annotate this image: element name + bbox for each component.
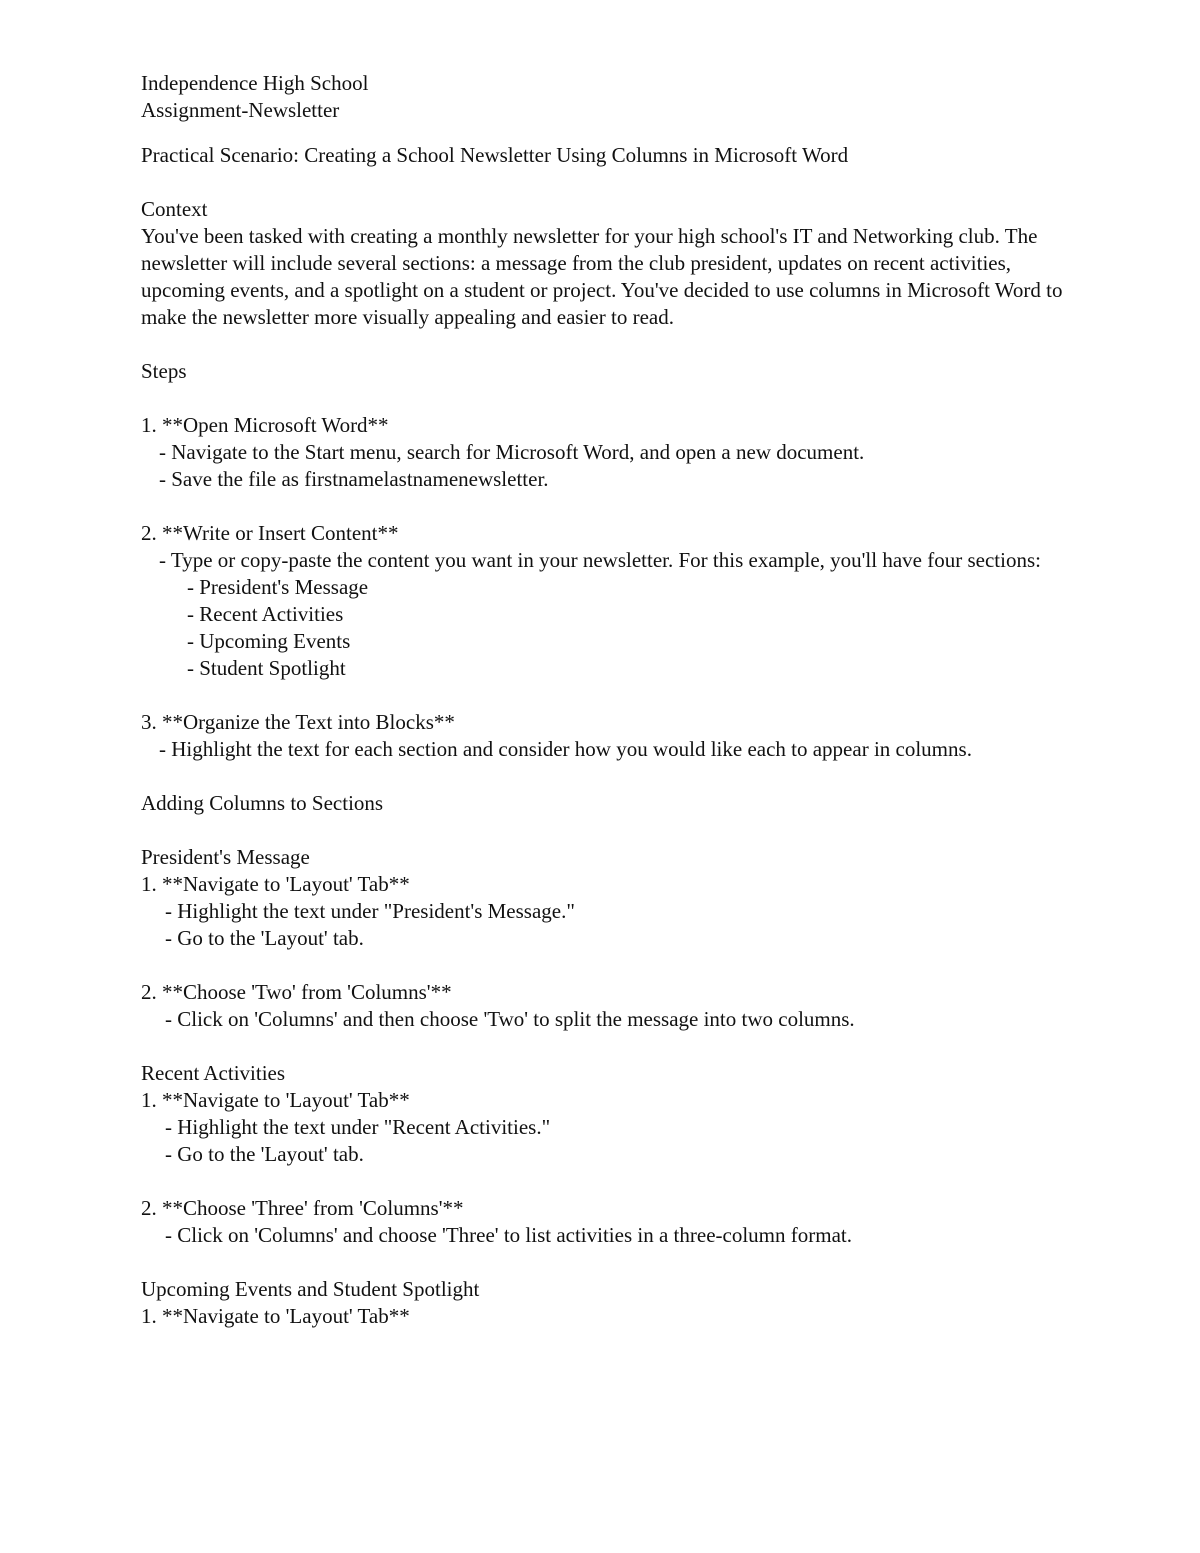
recent-activities-heading: Recent Activities [141,1061,286,1085]
school-name: Independence High School [141,71,369,95]
spacer [141,682,1071,709]
spacer [141,385,1071,412]
spacer [141,169,1071,196]
pm-step1-title: 1. **Navigate to 'Layout' Tab** [141,872,410,896]
step1-line: - Navigate to the Start menu, search for Microsoft Word, and open a new document. [159,440,865,464]
pm-step2-line: - Click on 'Columns' and then choose 'Two' to split the message into two columns. [165,1007,855,1031]
spacer [141,331,1071,358]
spacer [141,952,1071,979]
step2-title: 2. **Write or Insert Content** [141,521,399,545]
ra-step1-title: 1. **Navigate to 'Layout' Tab** [141,1088,410,1112]
context-body: You've been tasked with creating a monthly newsletter for your high school's IT and Networking club. The newsletter will include several sections: a message from the club president, updates on recent activities, upcoming events, and a spotlight on a student or project. You've decided to use columns in Microsoft Word to make the newsletter more visually appealing and easier to read. [141,224,1063,329]
steps-heading: Steps [141,359,187,383]
step2-body: - Type or copy-paste the content you want in your newsletter. For this example, you'll have four sections: [159,548,1041,572]
step3-body: - Highlight the text for each section and consider how you would like each to appear in columns. [159,737,972,761]
pm-step1-line: - Highlight the text under "President's Message." [165,899,575,923]
pm-step2-title: 2. **Choose 'Two' from 'Columns'** [141,980,452,1004]
context-heading: Context [141,197,208,221]
section-list-item: - Recent Activities [187,602,344,626]
presidents-message-heading: President's Message [141,845,310,869]
section-list-item: - Upcoming Events [187,629,351,653]
pm-step1-line: - Go to the 'Layout' tab. [165,926,364,950]
section-list-item: - Student Spotlight [187,656,346,680]
spacer [141,763,1071,790]
upcoming-events-heading: Upcoming Events and Student Spotlight [141,1277,480,1301]
document-page [141,70,1071,1330]
spacer [141,817,1071,844]
adding-columns-heading: Adding Columns to Sections [141,791,384,815]
ue-step1-title: 1. **Navigate to 'Layout' Tab** [141,1304,410,1328]
step1-line: - Save the file as firstnamelastnamenewsletter. [159,467,549,491]
spacer [141,1033,1071,1060]
page-title: Practical Scenario: Creating a School Newsletter Using Columns in Microsoft Word [141,143,849,167]
assignment-title: Assignment-Newsletter [141,98,340,122]
step3-title: 3. **Organize the Text into Blocks** [141,710,455,734]
ra-step1-line: - Highlight the text under "Recent Activities." [165,1115,551,1139]
section-list-item: - President's Message [187,575,369,599]
spacer [141,1168,1071,1195]
ra-step1-line: - Go to the 'Layout' tab. [165,1142,364,1166]
spacer [141,124,1071,142]
spacer [141,1249,1071,1276]
step1-title: 1. **Open Microsoft Word** [141,413,389,437]
ra-step2-line: - Click on 'Columns' and choose 'Three' to list activities in a three-column format. [165,1223,852,1247]
ra-step2-title: 2. **Choose 'Three' from 'Columns'** [141,1196,464,1220]
spacer [141,493,1071,520]
